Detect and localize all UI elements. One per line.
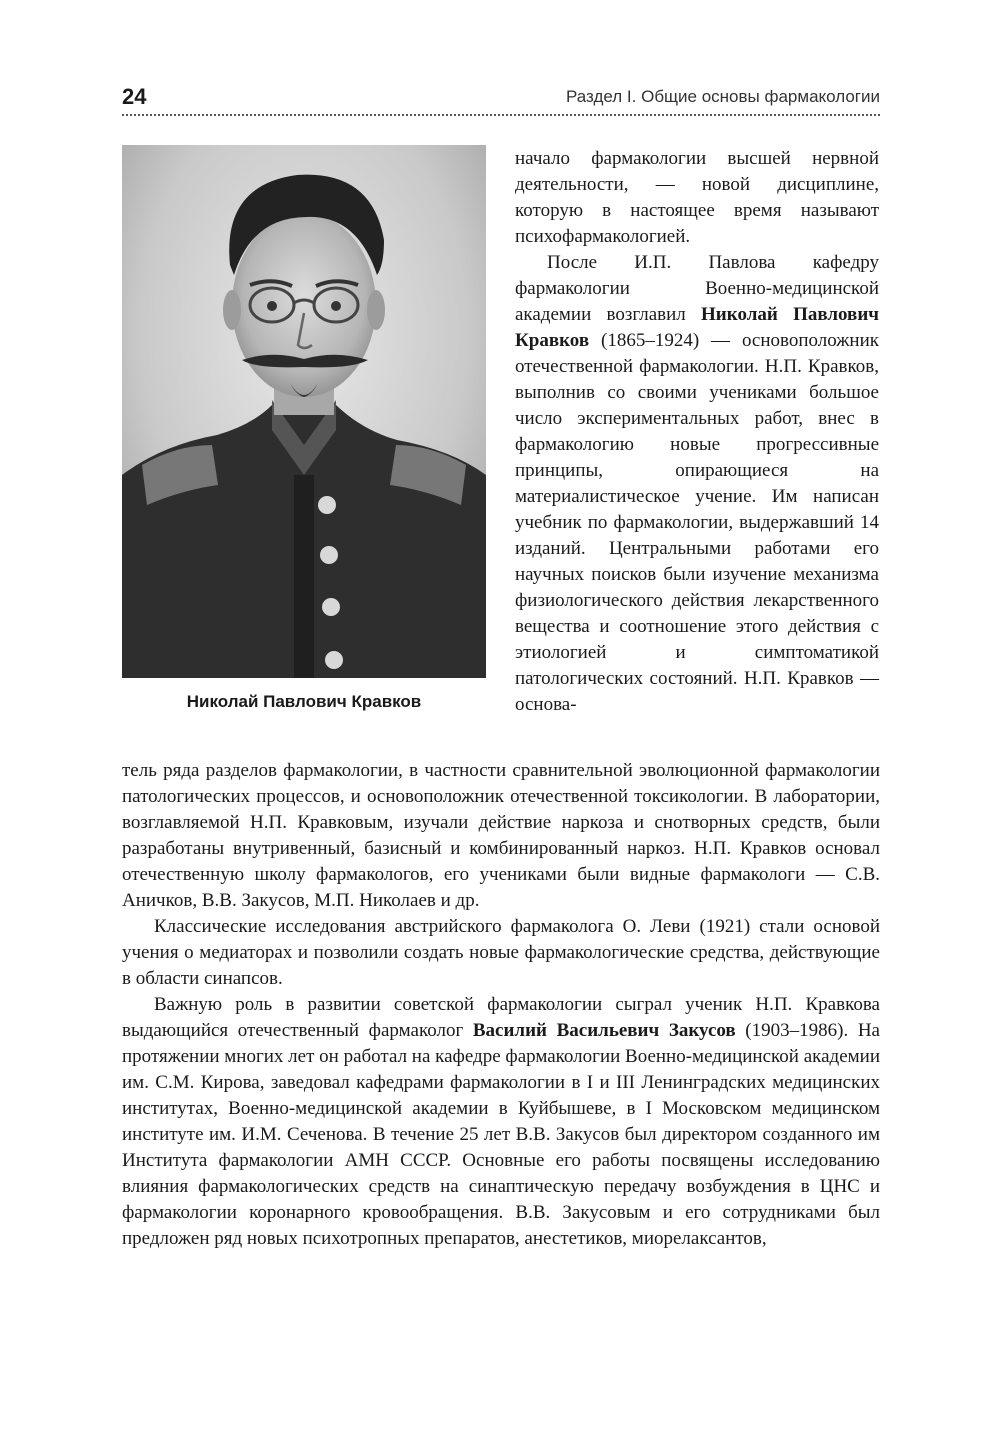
paragraph-1: начало фармакологии высшей нервной деятельности, — новой дисциплине, которую в настоящее время называют психофармакологией. (515, 148, 879, 247)
paragraph-2-continued: тель ряда разделов фармакологии, в частности сравнительной эволюционной фармакологии патологических процессов, и основоположник отечественной токсикологии. В лаборатории, возглавляемой Н.П. Кравковым, изучали действие наркоза и снотворных средств, были разработаны внутривенный, базисный и комбинированный наркоз. Н.П. Кравков основал отечественную школу фармакологов, его учениками были видные фармакологи — С.В. Аничков, В.В. Закусов, М.П. Николаев и др. (122, 760, 880, 911)
paragraph-3: Классические исследования австрийского фармаколога О. Леви (1921) стали основой учения о медиаторах и позволили создать новые фармакологические средства, действующие в области синапсов. (122, 916, 880, 989)
paragraph-4-text: (1903–1986). На протяжении многих лет он работал на кафедре фармакологии Военно-медицинской академии им. С.М. Кирова, заведовал кафедрами фармакологии в I и III Ленинградских медицинских институтах, Военно-медицинской академии в Куйбышеве, в I Московском медицинском институте им. И.М. Сеченова. В течение 25 лет В.В. Закусов был директором созданного им Института фармакологии АМН СССР. Основные его работы посвящены исследованию влияния фармакологических средств на синаптическую передачу возбуждения в ЦНС и фармакологии коронарного кровообращения. В.В. Закусовым и его сотрудниками был предложен ряд новых психотропных препаратов, анестетиков, миорелаксантов, (122, 1020, 880, 1249)
person-name-zakusov: Василий Васильевич Закусов (472, 1020, 736, 1041)
column-text (515, 146, 879, 718)
paragraph-2-text: (1865–1924) — основоположник отечественной фармакологии. Н.П. Кравков, выполнив со своими учениками большое число экспериментальных работ, внес в фармакологию новые прогрессивные принципы, опирающиеся на материалистическое учение. Им написан учебник по фармакологии, выдержавший 14 изданий. Центральными работами его научных поисков были изучение механизма физиологического действия лекарственного вещества и соотношение этого действия с этиологией и симптоматикой патологических состояний. Н.П. Кравков — основа- (515, 330, 879, 715)
portrait-figure (122, 145, 486, 712)
section-title: Раздел I. Общие основы фармакологии (566, 87, 880, 106)
page-number: 24 (122, 84, 147, 109)
person-name-kravkov: Николай Павлович Кравков (515, 304, 879, 351)
paragraph-4-intro: Важную роль в развитии советской фармакологии сыграл ученик Н.П. Кравкова выдающийся отечественный фармаколог (122, 994, 880, 1041)
figure-caption: Николай Павлович Кравков (186, 692, 422, 711)
portrait-photo (122, 145, 486, 678)
header-dotted-rule (122, 114, 880, 116)
paragraph-4 (122, 992, 880, 1252)
paragraph-2 (515, 250, 879, 718)
page-header (122, 80, 880, 120)
paragraph-2-intro: После И.П. Павлова кафедру фармакологии Военно-медицинской академии возглавил (515, 252, 879, 325)
full-width-text (122, 758, 880, 1252)
